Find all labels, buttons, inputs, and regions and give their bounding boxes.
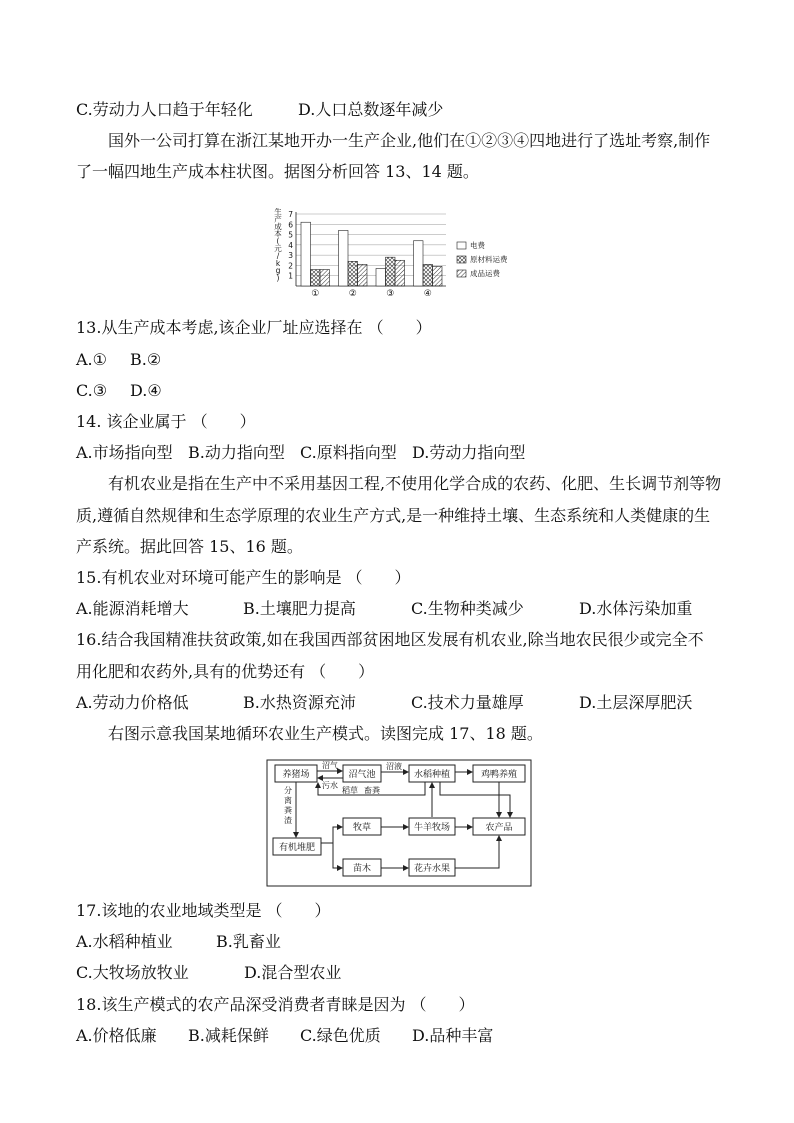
- bar-3-3: [395, 260, 405, 286]
- bar-4-2: [423, 264, 433, 286]
- legend-swatch: [457, 256, 466, 263]
- y-tick-label: 6: [288, 220, 293, 230]
- y-tick-label: 1: [288, 271, 293, 281]
- q17-stem: 17.该地的农业地域类型是 （ ）: [76, 901, 331, 920]
- chart-legend: [457, 240, 508, 278]
- label-straw: 稻草: [342, 786, 358, 795]
- q15-stem: 15.有机农业对环境可能产生的影响是 （ ）: [76, 568, 411, 587]
- intro3-line1: 右图示意我国某地循环农业生产模式。读图完成 17、18 题。: [108, 724, 543, 743]
- x-tick-label: ①: [311, 289, 320, 299]
- q16-option-b: B.水热资源充沛: [243, 693, 356, 712]
- intro2-line2: 质,遵循自然规律和生态学原理的农业生产方式,是一种维持土壤、生态系统和人类健康的生: [76, 506, 711, 525]
- label-separate-2: 离: [284, 796, 292, 805]
- q18-stem: 18.该生产模式的农产品深受消费者青睐是因为 （ ）: [76, 995, 475, 1014]
- label-sewage: 污水: [322, 781, 338, 790]
- q16-option-a: A.劳动力价格低: [76, 693, 189, 712]
- q12-option-d: D.人口总数逐年减少: [298, 100, 444, 119]
- bar-3-2: [386, 257, 396, 286]
- q18-option-c: C.绿色优质: [300, 1026, 381, 1045]
- bar-1-3: [320, 270, 330, 286]
- bar-4-3: [433, 266, 443, 286]
- intro2-line1: 有机农业是指在生产中不采用基因工程,不使用化学合成的农药、化肥、生长调节剂等物: [108, 474, 722, 493]
- q16-option-c: C.技术力量雄厚: [411, 693, 524, 712]
- q17-option-c: C.大牧场放牧业: [76, 963, 189, 982]
- q18-option-d: D.品种丰富: [412, 1026, 494, 1045]
- seedlings-label: 苗木: [352, 864, 372, 874]
- pasture-label: 牧草: [352, 823, 372, 833]
- q16-line2: 用化肥和农药外,具有的优势还有 （ ）: [76, 662, 375, 681]
- q13-option-b: B.②: [130, 350, 162, 369]
- arrow-compost-pasture: [321, 827, 342, 843]
- legend-swatch: [457, 270, 466, 277]
- livestock-label: 牛羊牧场: [413, 823, 451, 833]
- y-axis-label: [274, 208, 282, 283]
- q15-option-b: B.土壤肥力提高: [243, 599, 356, 618]
- x-tick-label: ②: [348, 289, 357, 299]
- q14-option-a: A.市场指向型: [76, 443, 173, 462]
- q16-option-d: D.土层深厚肥沃: [579, 693, 693, 712]
- intro2-line3: 产系统。据此回答 15、16 题。: [76, 537, 303, 556]
- x-tick-label: ④: [423, 289, 432, 299]
- bar-1-2: [311, 270, 321, 286]
- legend-label: 原材料运费: [470, 255, 508, 264]
- legend-swatch: [457, 242, 466, 249]
- circular-agriculture-diagram: [264, 757, 534, 889]
- y-tick-label: 7: [288, 210, 293, 219]
- q17-option-a: A.水稻种植业: [76, 932, 173, 951]
- q14-stem: 14. 该企业属于 （ ）: [76, 412, 256, 431]
- compost-label: 有机堆肥: [278, 843, 316, 853]
- legend-label: 成品运费: [470, 269, 500, 278]
- q12-option-c: C.劳动力人口趋于年轻化: [76, 100, 253, 119]
- label-separate-4: 渣: [284, 816, 292, 825]
- poultry-label: 鸡鸭养殖: [480, 770, 518, 780]
- label-separate-3: 粪: [284, 806, 292, 815]
- bar-2-1: [339, 230, 349, 286]
- y-tick-label: 3: [288, 251, 293, 261]
- label-biogas: 沼气: [322, 761, 338, 770]
- q15-option-d: D.水体污染加重: [579, 599, 693, 618]
- q18-option-b: B.减耗保鲜: [188, 1026, 269, 1045]
- arrow-compost-seedlings: [333, 843, 342, 868]
- label-separate-1: 分: [284, 786, 292, 795]
- q17-option-b: B.乳畜业: [216, 932, 281, 951]
- q18-option-a: A.价格低廉: [76, 1026, 157, 1045]
- y-tick-label: 2: [288, 261, 293, 271]
- q17-option-d: D.混合型农业: [244, 963, 342, 982]
- q14-option-c: C.原料指向型: [300, 443, 397, 462]
- q15-option-a: A.能源消耗增大: [76, 599, 189, 618]
- pig-farm-label: 养猪场: [282, 770, 310, 780]
- bar-4-1: [414, 241, 424, 286]
- q13-option-a: A.①: [76, 350, 107, 369]
- legend-label: 电费: [470, 241, 485, 250]
- flowers-fruit-label: 花卉水果: [413, 864, 451, 874]
- bar-3-1: [376, 269, 386, 286]
- label-slurry: 沼液: [386, 762, 402, 771]
- bar-2-2: [348, 261, 358, 286]
- label-manure: 畜粪: [364, 786, 380, 795]
- biogas-pool-label: 沼气池: [348, 770, 376, 780]
- q15-option-c: C.生物种类减少: [411, 599, 524, 618]
- intro1-line2: 了一幅四地生产成本柱状图。据图分析回答 13、14 题。: [76, 162, 479, 181]
- q14-option-b: B.动力指向型: [188, 443, 285, 462]
- q13-option-c: C.③: [76, 381, 108, 400]
- q13-stem: 13.从生产成本考虑,该企业厂址应选择在 （ ）: [76, 318, 432, 337]
- q16-line1: 16.结合我国精准扶贫政策,如在我国西部贫困地区发展有机农业,除当地农民很少或完全不: [76, 630, 704, 649]
- y-tick-label: 4: [288, 240, 293, 250]
- x-tick-label: ③: [386, 289, 395, 299]
- y-axis-title: 生产成本(元/ k g ): [274, 208, 282, 283]
- bar-2-3: [358, 264, 368, 286]
- y-tick-label: 5: [288, 230, 293, 240]
- q13-option-d: D.④: [130, 381, 162, 400]
- products-label: 农产品: [485, 823, 513, 833]
- intro1-line1: 国外一公司打算在浙江某地开办一生产企业,他们在①②③④四地进行了选址考察,制作: [108, 131, 711, 150]
- arrow-flowers-products: [455, 836, 499, 868]
- q14-option-d: D.劳动力指向型: [412, 443, 526, 462]
- cost-bar-chart: [262, 208, 522, 300]
- rice-label: 水稻种植: [413, 770, 451, 780]
- bar-1-1: [301, 222, 311, 286]
